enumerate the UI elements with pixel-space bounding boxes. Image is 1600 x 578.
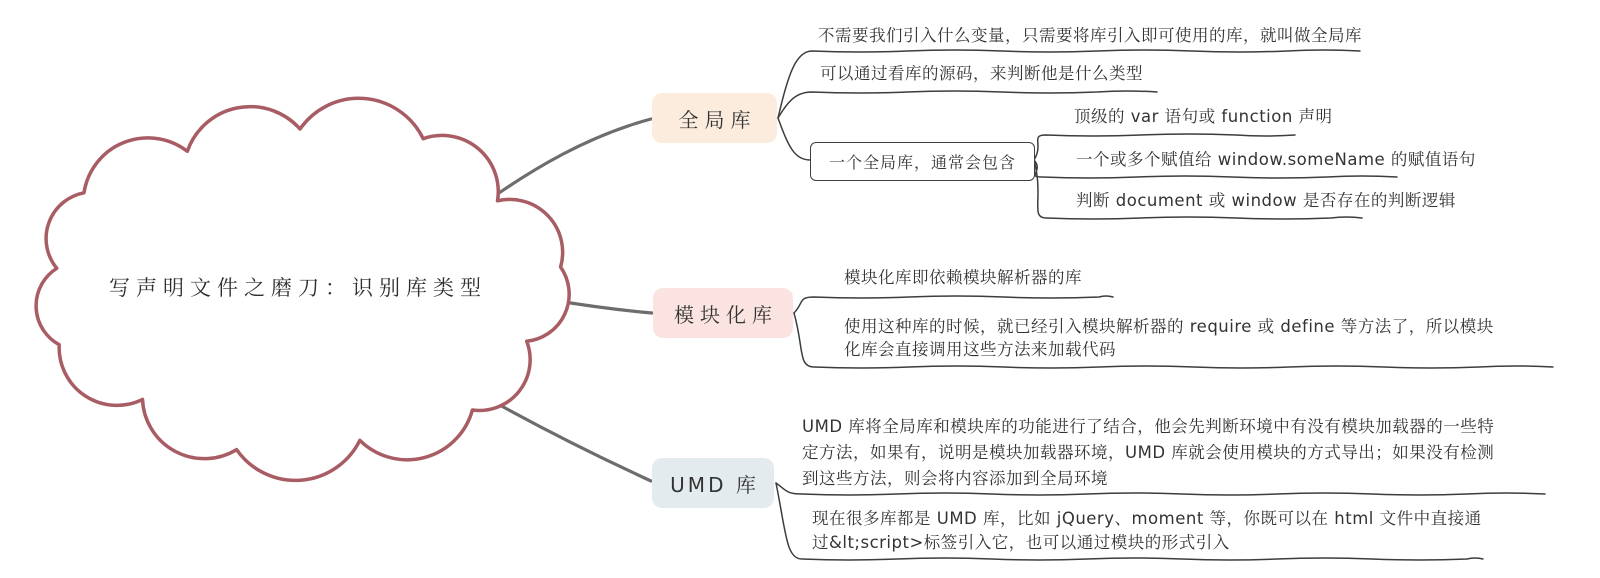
connector-global-contains — [778, 118, 810, 160]
leaf-modular-def[interactable]: 模块化库即依赖模块解析器的库 — [844, 268, 1082, 287]
leaf-global-contains-window-assign[interactable]: 一个或多个赋值给 window.someName 的赋值语句 — [1076, 150, 1476, 169]
leaf-global-contains-document-check[interactable]: 判断 document 或 window 是否存在的判断逻辑 — [1076, 191, 1456, 210]
leaf-global-check-source[interactable]: 可以通过看库的源码，来判断他是什么类型 — [820, 64, 1143, 83]
underline-modular-def — [794, 296, 1113, 313]
sub-node-global-contains[interactable]: 一个全局库，通常会包含 — [810, 142, 1035, 181]
branch-node-umd-lib[interactable]: UMD 库 — [652, 458, 774, 508]
leaf-umd-examples[interactable]: 现在很多库都是 UMD 库，比如 jQuery、moment 等，你既可以在 html 文件中直接通过&lt;script>标签引入它，也可以通过模块的形式引入 — [812, 509, 1482, 552]
branch-node-global-lib[interactable]: 全局库 — [652, 93, 777, 143]
branch-node-modular-lib[interactable]: 模块化库 — [653, 288, 793, 338]
leaf-modular-usage[interactable]: 使用这种库的时候，就已经引入模块解析器的 require 或 define 等方法了，所以模块化库会直接调用这些方法来加载代码 — [844, 317, 1494, 359]
leaf-umd-def[interactable]: UMD 库将全局库和模块库的功能进行了结合，他会先判断环境中有没有模块加载器的一些特定方法，如果有，说明是模块加载器环境，UMD 库就会使用模块的方式导出；如果没有检测到这些方法，则会将内容添加到全局环境 — [802, 417, 1495, 488]
leaf-global-def[interactable]: 不需要我们引入什么变量，只需要将库引入即可使用的库，就叫做全局库 — [818, 26, 1362, 45]
leaf-global-contains-var[interactable]: 顶级的 var 语句或 function 声明 — [1074, 107, 1333, 126]
central-topic[interactable]: 写声明文件之磨刀：识别库类型 — [109, 276, 487, 300]
main-connector-0 — [486, 119, 651, 202]
